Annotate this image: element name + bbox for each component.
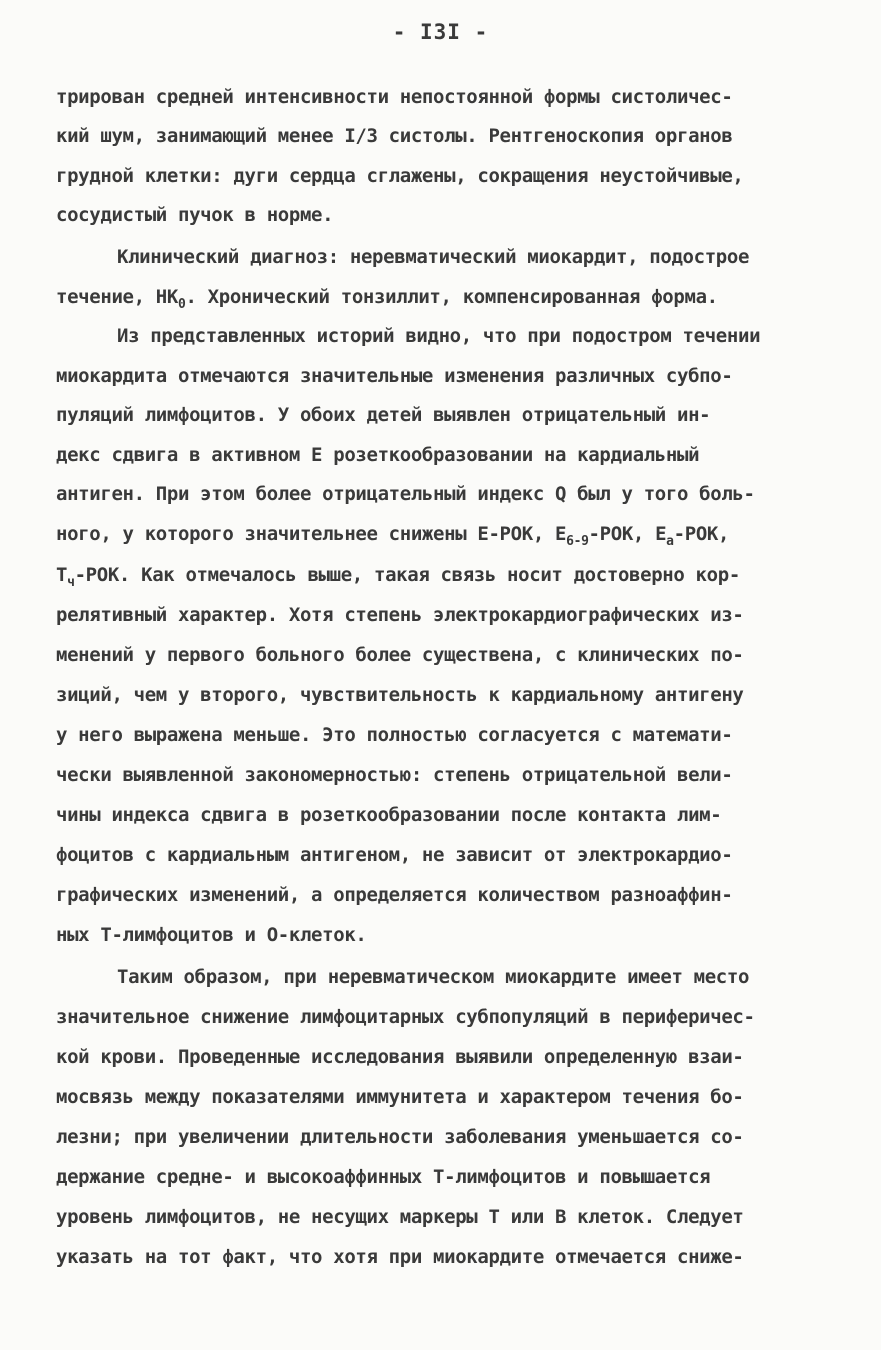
text-fragment: -РОК. Как отмечалось выше, такая связь носит достоверно кор- xyxy=(74,564,740,586)
text-line: указать на тот факт, что хотя при миокардите отмечается сниже- xyxy=(56,1246,744,1268)
subscript: 0 xyxy=(177,297,186,312)
text-line: грудной клетки: дуги сердца сглажены, сокращения неустойчивые, xyxy=(56,165,744,187)
text-fragment: течение, НК xyxy=(56,286,178,308)
text-line: уровень лимфоцитов, не несущих маркеры Т или В клеток. Следует xyxy=(56,1206,744,1228)
text-fragment: Е xyxy=(555,523,567,545)
text-fragment: . xyxy=(185,286,208,308)
text-line: Из представленных историй видно, что при подостром течении xyxy=(117,325,761,347)
text-line: значительное снижение лимфоцитарных субпопуляций в периферичес- xyxy=(56,1006,755,1028)
text-line: чески выявленной закономерностью: степень отрицательной вели- xyxy=(56,764,733,786)
text-fragment: Хронический тонзиллит, компенсированная форма. xyxy=(207,286,718,308)
text-line: зиций, чем у второго, чувствительность к кардиальному антигену xyxy=(56,684,744,706)
text-line: трирован средней интенсивности непостоянной формы систоличес- xyxy=(56,86,733,108)
text-line: декс сдвига в активном Е розеткообразовании на кардиальный xyxy=(56,444,700,466)
text-line: чины индекса сдвига в розеткообразовании после контакта лим- xyxy=(56,804,722,826)
text-line: Таким образом, при неревматическом миокардите имеет место xyxy=(117,966,750,988)
subscript: ч xyxy=(67,575,75,590)
text-line: миокардита отмечаются значительные изменения различных субпо- xyxy=(56,365,733,387)
text-line: фоцитов с кардиальным антигеном, не зависит от электрокардио- xyxy=(56,844,733,866)
text-line: антиген. При этом более отрицательный индекс Q был у того боль- xyxy=(56,483,755,505)
text-line: кий шум, занимающий менее I/3 систолы. Рентгеноскопия органов xyxy=(56,125,733,147)
text-line: релятивный характер. Хотя степень электрокардиографических из- xyxy=(56,604,744,626)
text-line-markers xyxy=(56,564,740,590)
text-line: Клинический диагноз: неревматический миокардит, подострое xyxy=(117,246,750,268)
text-line: кой крови. Проведенные исследования выявили определенную взаи- xyxy=(56,1046,744,1068)
text-line: у него выражена меньше. Это полностью согласуется с математи- xyxy=(56,724,733,746)
text-line: графических изменений, а определяется количеством разноаффин- xyxy=(56,884,733,906)
page-number: - I3I - xyxy=(392,20,489,44)
subscript: а xyxy=(666,534,674,549)
text-line: сосудистый пучок в норме. xyxy=(56,204,334,226)
text-line: пуляций лимфоцитов. У обоих детей выявлен отрицательный ин- xyxy=(56,404,711,426)
text-fragment: -РОК, xyxy=(673,523,730,545)
text-line: лезни; при увеличении длительности заболевания уменьшается со- xyxy=(56,1126,744,1148)
text-line: держание средне- и высокоаффинных Т-лимфоцитов и повышается xyxy=(56,1166,711,1188)
text-fragment: Т xyxy=(56,564,68,586)
text-line-diagnosis xyxy=(56,286,718,312)
subscript: 6-9 xyxy=(566,534,589,549)
text-line: мосвязь между показателями иммунитета и характером течения бо- xyxy=(56,1086,744,1108)
text-line-markers xyxy=(56,523,730,549)
text-fragment: -РОК, Е xyxy=(588,523,667,545)
text-line: ных Т-лимфоцитов и О-клеток. xyxy=(56,924,367,946)
text-line: менений у первого больного более существена, с клинических по- xyxy=(56,644,744,666)
text-fragment: ного, у которого значительнее снижены Е-РОК, xyxy=(56,523,544,545)
